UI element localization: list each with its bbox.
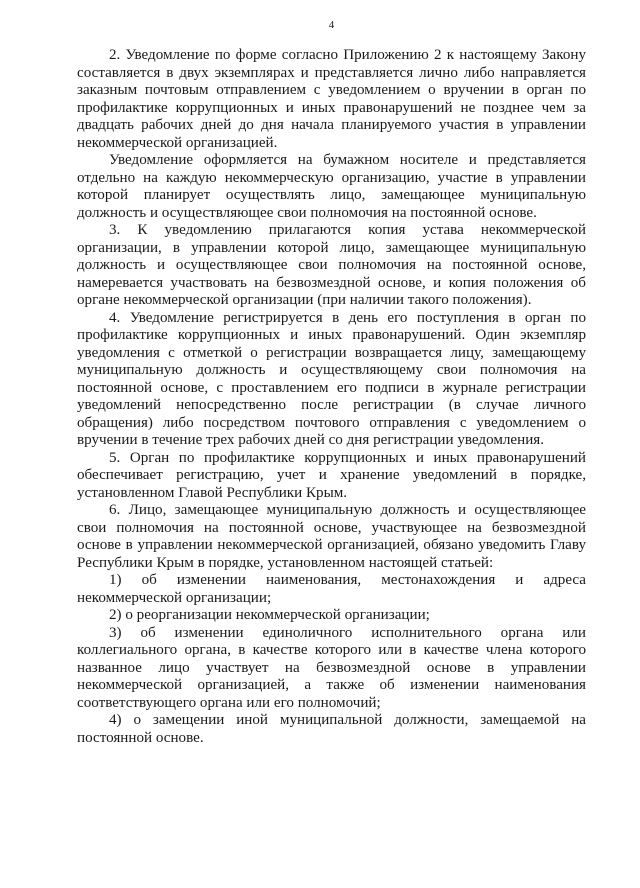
list-item-1: 1) об изменении наименования, местонахождения и адреса некоммерческой организации; (77, 572, 586, 606)
paragraph-notice-format: Уведомление оформляется на бумажном носителе и представляется отдельно на каждую некоммерческую организацию, участие в управлении которой планирует осуществлять лицо, замещающее муниципальную должность и осуществляющее свои полномочия на постоянной основе. (77, 152, 586, 221)
paragraph-2: 2. Уведомление по форме согласно Приложению 2 к настоящему Закону составляется в двух экземплярах и представляется лично либо направляется заказным почтовым отправлением с уведомлением о вручении в орган по профилактике коррупционных и иных правонарушений не позднее чем за двадцать рабочих дней до дня начала планируемого участия в управлении некоммерческой организацией. (77, 47, 586, 151)
paragraph-3: 3. К уведомлению прилагаются копия устава некоммерческой организации, в управлении которой лицо, замещающее муниципальную должность и осуществляющее свои полномочия на постоянной основе, намеревается участвовать на безвозмездной основе, и копия положения об органе некоммерческой организации (при наличии такого положения). (77, 222, 586, 308)
paragraph-4: 4. Уведомление регистрируется в день его поступления в орган по профилактике коррупционных и иных правонарушений. Один экземпляр уведомления с отметкой о регистрации возвращается лицу, замещающему муниципальную должность и осуществляющему свои полномочия на постоянной основе, с проставлением его подписи в журнале регистрации уведомлений непосредственно после регистрации (в случае личного обращения) либо посредством почтового отправления с уведомлением о вручении в течение трех рабочих дней со дня регистрации уведомления. (77, 309, 586, 448)
list-item-2: 2) о реорганизации некоммерческой организации; (109, 607, 430, 623)
list-item-3: 3) об изменении единоличного исполнительного органа или коллегиального органа, в качестве которого или в качестве члена которого названное лицо участвует на безвозмездной основе в управлении некоммерческой организацией, а также об изменении наименования соответствующего органа или его полномочий; (77, 624, 586, 711)
paragraph-6: 6. Лицо, замещающее муниципальную должность и осуществляющее свои полномочия на постоянной основе, участвующее на безвозмездной основе в управлении некоммерческой организацией, обязано уведомить Главу Республики Крым в порядке, установленном настоящей статьей: (77, 502, 586, 571)
page-number: 4 (328, 19, 335, 31)
paragraph-5: 5. Орган по профилактике коррупционных и иных правонарушений обеспечивает регистрацию, учет и хранение уведомлений в порядке, установленном Главой Республики Крым. (77, 449, 586, 501)
list-item-4: 4) о замещении иной муниципальной должности, замещаемой на постоянной основе. (77, 712, 586, 746)
